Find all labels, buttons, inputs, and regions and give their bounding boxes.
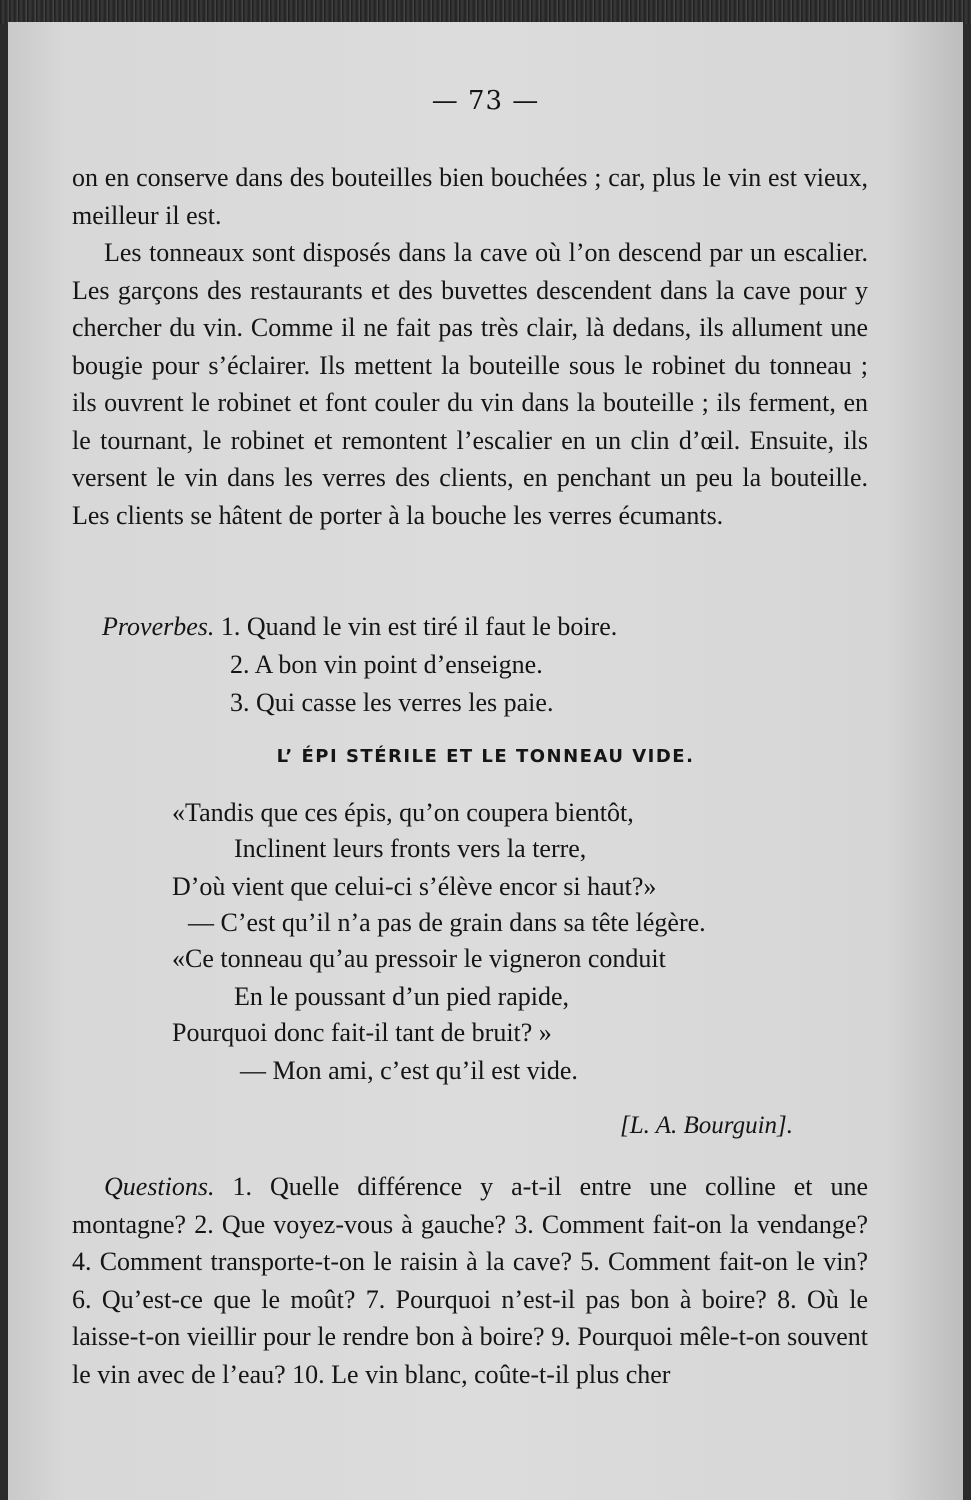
questions-label: Questions.: [104, 1172, 215, 1201]
proverb-line-3: [230, 688, 553, 718]
paragraph-continuation: on en conserve dans des bouteilles bien bouchées ; car, plus le vin est vieux, meilleur il est.: [72, 163, 868, 230]
proverb-line-2: [230, 650, 543, 680]
proverb-item: 3. Qui casse les verres les paie.: [230, 688, 554, 717]
poem-line: Inclinent leurs fronts vers la terre,: [234, 834, 587, 863]
proverb-item: 2. A bon vin point d’enseigne.: [230, 650, 543, 679]
book-top-edge: [0, 0, 971, 24]
poem-line: — Mon ami, c’est qu’il est vide.: [240, 1056, 578, 1085]
questions-block: [72, 1168, 868, 1393]
poem-title: L’ ÉPI STÉRILE ET LE TONNEAU VIDE.: [276, 746, 695, 767]
proverb-line-1: [102, 612, 617, 642]
questions-text: 1. Quelle différence y a-t-il entre une colline et une montagne? 2. Que voyez-vous à gauche? 3. Comment fait-on la vendange? 4. Comment transporte-t-on le raisin à la cave? 5. Comment fait-on le vin? 6. Qu’est-ce que le moût? 7. Pourquoi n’est-il pas bon à boire? 8. Où le laisse-t-on vieillir pour le rendre bon à boire? 9. Pourquoi mêle-t-on souvent le vin avec de l’eau? 10. Le vin blanc, coûte-t-il plus cher: [72, 1172, 869, 1389]
poem-line: D’où vient que celui-ci s’élève encor si haut?»: [172, 872, 657, 901]
proverbs-label: Proverbes.: [102, 612, 215, 641]
poem-line: Pourquoi donc fait-il tant de bruit? »: [172, 1018, 552, 1047]
body-text: [72, 159, 868, 534]
paragraph-cellar: Les tonneaux sont disposés dans la cave où l’on descend par un escalier. Les garçons des restaurants et des buvettes descendent dans la cave pour y chercher du vin. Comme il ne fait pas très clair, là dedans, ils allument une bougie pour s’éclairer. Ils mettent la bouteille sous le robinet du tonneau ; ils ouvrent le robinet et font couler du vin dans la bouteille ; ils ferment, en le tournant, le robinet et remontent l’escalier en un clin d’œil. Ensuite, ils versent le vin dans les verres des clients, en penchant un peu la bouteille. Les clients se hâtent de porter à la bouche les verres écumants.: [72, 238, 868, 530]
poem-attribution: [L. A. Bourguin].: [620, 1112, 793, 1139]
page-number: — 73 —: [431, 86, 540, 116]
poem-line: «Ce tonneau qu’au pressoir le vigneron conduit: [172, 944, 666, 973]
book-page: [8, 22, 963, 1500]
poem-line: En le poussant d’un pied rapide,: [234, 982, 570, 1011]
poem-line: — C’est qu’il n’a pas de grain dans sa tête légère.: [188, 908, 706, 937]
poem-line: «Tandis que ces épis, qu’on coupera bientôt,: [172, 798, 634, 827]
proverb-item: 1. Quand le vin est tiré il faut le boire.: [220, 612, 618, 641]
